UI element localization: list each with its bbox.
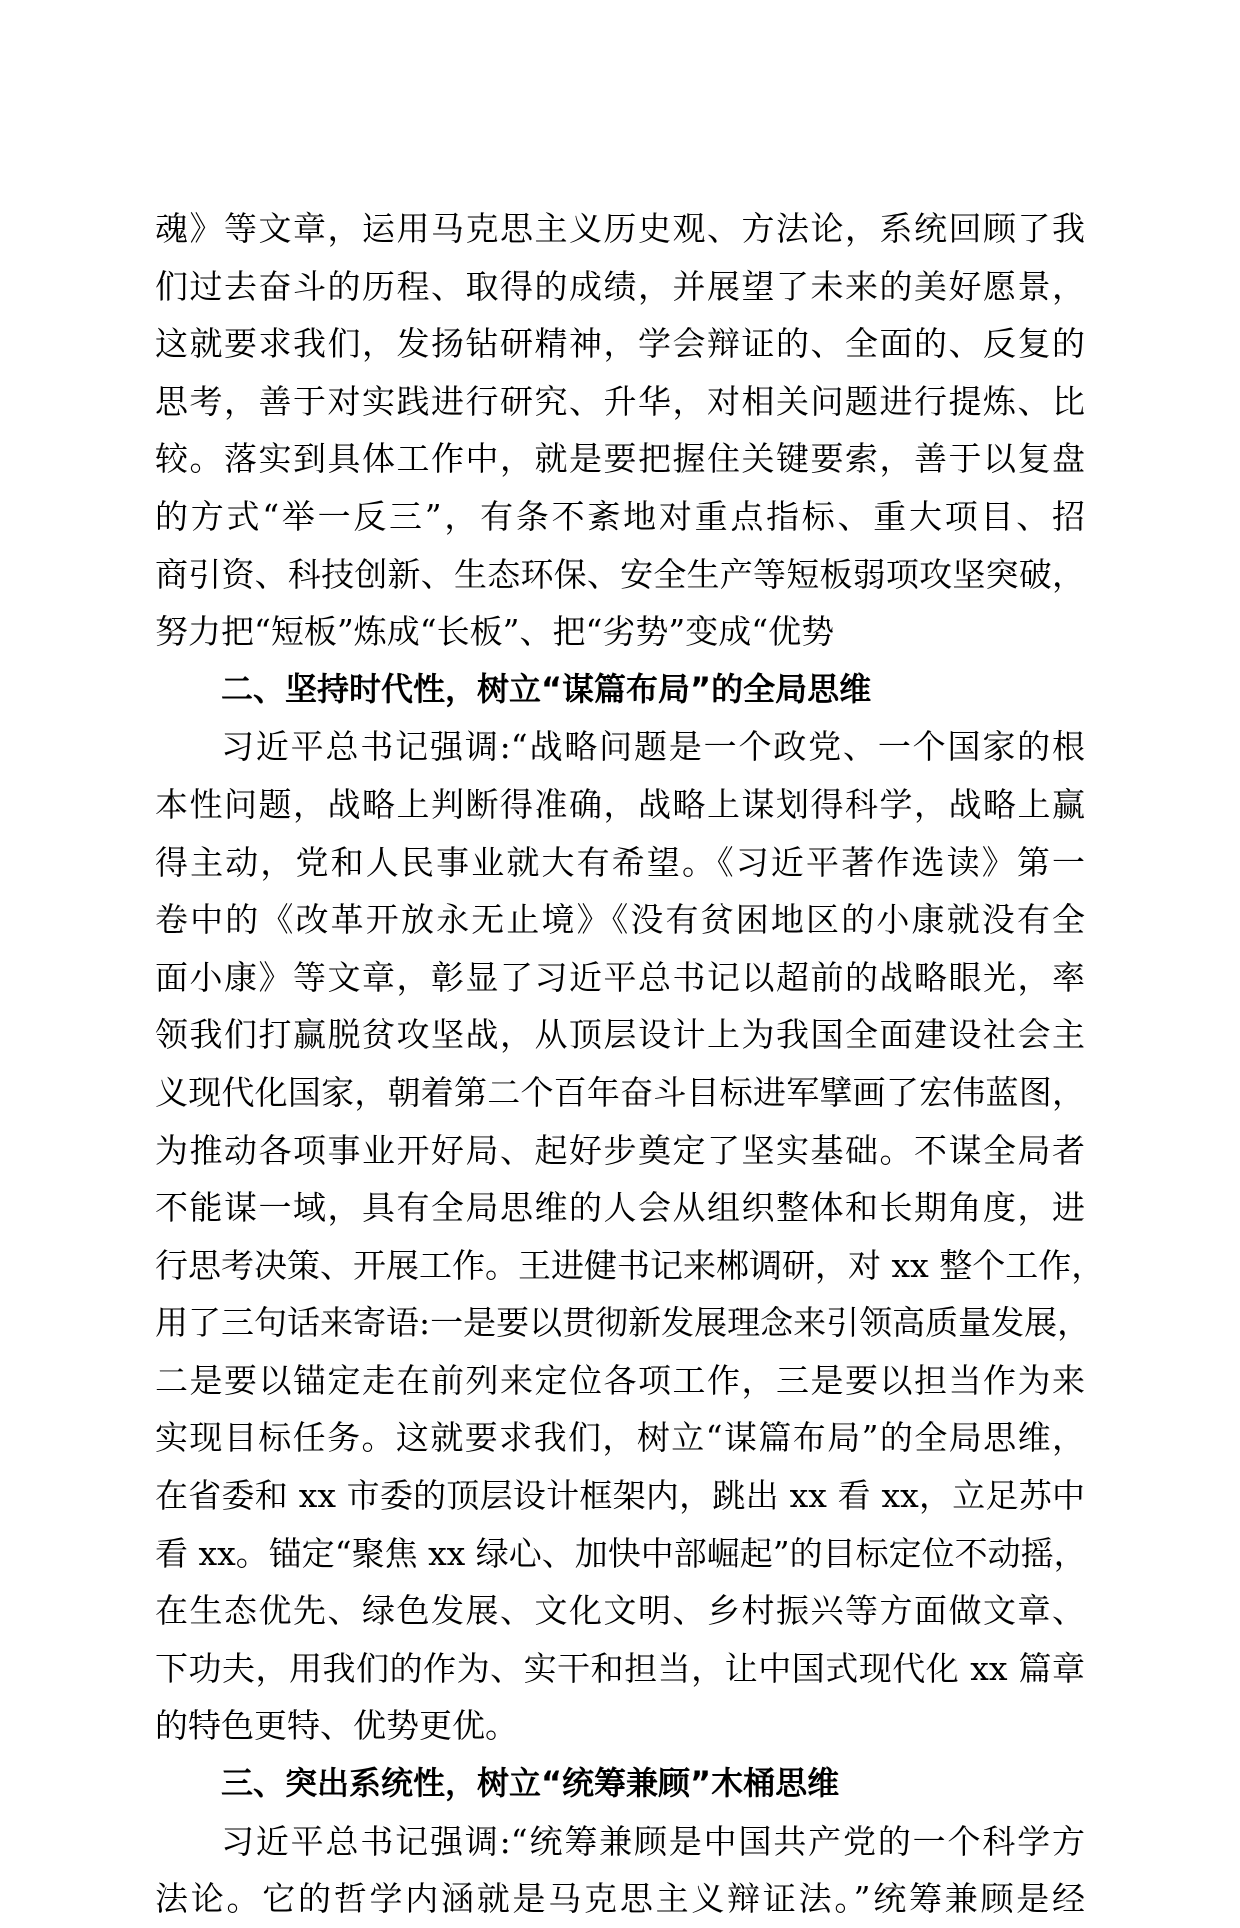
paragraph-line: 行思考决策、开展工作。王进健书记来郴调研，对 xx 整个工作，	[155, 1245, 1105, 1285]
paragraph-line: 实现目标任务。这就要求我们，树立“谋篇布局”的全局思维，	[155, 1418, 1085, 1458]
section-heading-3: 三、突出系统性，树立“统筹兼顾”木桶思维	[221, 1764, 840, 1803]
paragraph-line: 义现代化国家，朝着第二个百年奋斗目标进军擘画了宏伟蓝图，	[155, 1072, 1085, 1112]
paragraph-line: 本性问题，战略上判断得准确，战略上谋划得科学，战略上赢	[155, 784, 1085, 824]
paragraph-line: 下功夫，用我们的作为、实干和担当，让中国式现代化 xx 篇章	[155, 1648, 1085, 1688]
paragraph-line: 这就要求我们，发扬钻研精神，学会辩证的、全面的、反复的	[155, 324, 1085, 364]
paragraph-line: 法论。它的哲学内涵就是马克思主义辩证法。”统筹兼顾是经	[155, 1879, 1085, 1919]
paragraph-line: 在省委和 xx 市委的顶层设计框架内，跳出 xx 看 xx，立足苏中	[155, 1476, 1085, 1516]
paragraph-line: 用了三句话来寄语:一是要以贯彻新发展理念来引领高质量发展，	[155, 1303, 1091, 1343]
body-text	[155, 200, 1105, 1928]
paragraph-line: 的方式“举一反三”，有条不紊地对重点指标、重大项目、招	[155, 496, 1085, 536]
paragraph-line: 的特色更特、优势更优。	[155, 1706, 518, 1746]
paragraph-line: 二是要以锚定走在前列来定位各项工作，三是要以担当作为来	[155, 1360, 1085, 1400]
paragraph-line: 得主动，党和人民事业就大有希望。《习近平著作选读》第一	[155, 842, 1085, 882]
paragraph-line: 不能谋一域，具有全局思维的人会从组织整体和长期角度，进	[155, 1188, 1085, 1228]
paragraph-line: 魂》等文章，运用马克思主义历史观、方法论，系统回顾了我	[155, 209, 1085, 248]
paragraph-line: 领我们打赢脱贫攻坚战，从顶层设计上为我国全面建设社会主	[155, 1015, 1085, 1055]
paragraph-line: 习近平总书记强调:“统筹兼顾是中国共产党的一个科学方	[221, 1821, 1085, 1861]
paragraph-line: 思考，善于对实践进行研究、升华，对相关问题进行提炼、比	[155, 381, 1085, 421]
paragraph-line: 习近平总书记强调:“战略问题是一个政党、一个国家的根	[221, 727, 1085, 767]
paragraph-line: 卷中的《改革开放永无止境》《没有贫困地区的小康就没有全	[155, 900, 1085, 940]
paragraph-line: 看 xx。锚定“聚焦 xx 绿心、加快中部崛起”的目标定位不动摇，	[155, 1533, 1087, 1573]
paragraph-line: 们过去奋斗的历程、取得的成绩，并展望了未来的美好愿景，	[155, 266, 1085, 306]
paragraph-line: 较。落实到具体工作中，就是要把握住关键要索，善于以复盘	[155, 439, 1085, 479]
paragraph-line: 面小康》等文章，彰显了习近平总书记以超前的战略眼光，率	[155, 957, 1085, 997]
paragraph-line: 在生态优先、绿色发展、文化文明、乡村振兴等方面做文章、	[155, 1591, 1085, 1631]
paragraph-line: 为推动各项事业开好局、起好步奠定了坚实基础。不谋全局者	[155, 1130, 1085, 1170]
paragraph-line: 商引资、科技创新、生态环保、安全生产等短板弱项攻坚突破，	[155, 554, 1085, 594]
paragraph-line: 努力把“短板”炼成“长板”、把“劣势”变成“优势	[155, 612, 835, 652]
section-heading-2: 二、坚持时代性，树立“谋篇布局”的全局思维	[221, 669, 872, 708]
